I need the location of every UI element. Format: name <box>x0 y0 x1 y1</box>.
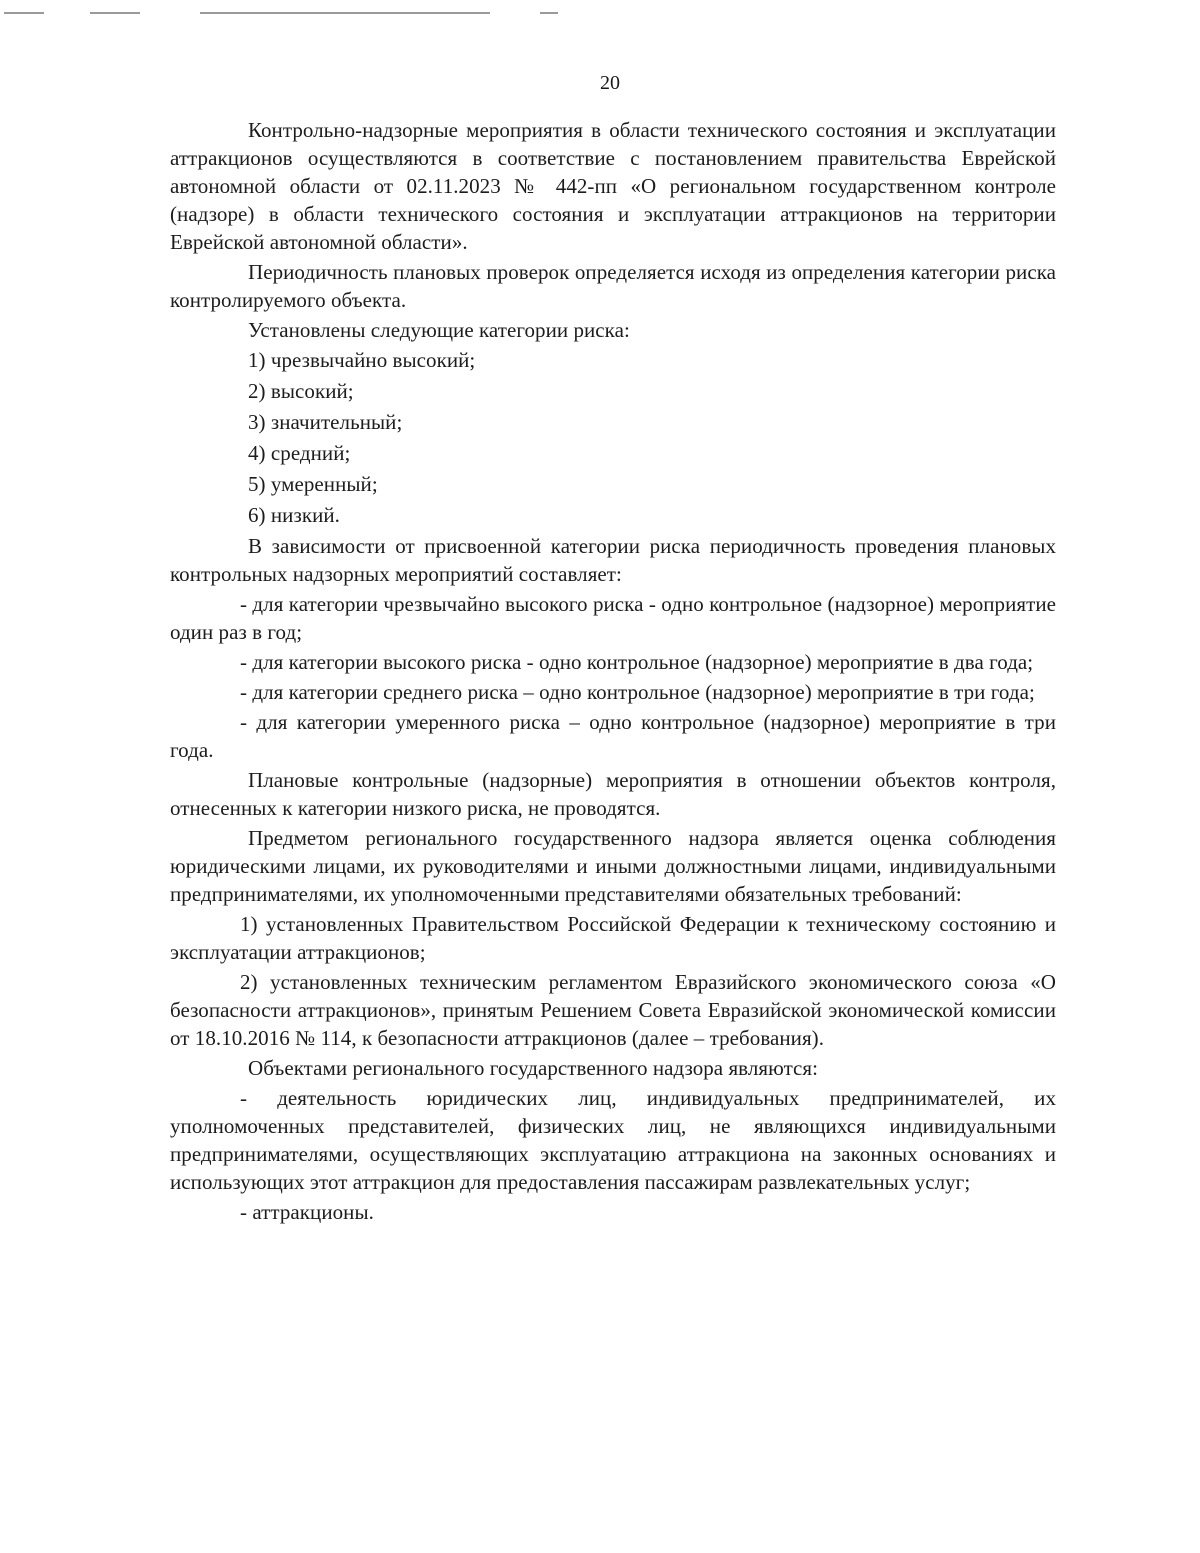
paragraph-periodicity: Периодичность плановых проверок определяется исходя из определения категории риска контролируемого объекта. <box>170 260 1056 312</box>
page-number: 20 <box>600 72 620 94</box>
paragraph-risk-intro: Установлены следующие категории риска: <box>248 318 630 342</box>
scan-artifact-line <box>200 12 490 14</box>
document-body <box>170 116 1056 1228</box>
periodicity-item: - для категории высокого риска - одно контрольное (надзорное) мероприятие в два года; <box>240 650 1034 674</box>
risk-category-item: 3) значительный; <box>248 410 403 434</box>
scan-artifact-line <box>540 12 558 14</box>
paragraph-periodicity-intro: В зависимости от присвоенной категории риска периодичность проведения плановых контрольных надзорных мероприятий составляет: <box>170 534 1056 586</box>
subject-item: 2) установленных техническим регламентом Евразийского экономического союза «О безопасности аттракционов», принятым Решением Совета Евразийской экономической комиссии от 18.10.2016 № 114, к безопасности аттракционов (далее – требования). <box>170 970 1056 1050</box>
objects-item: - деятельность юридических лиц, индивидуальных предпринимателей, их уполномоченных представителей, физических лиц, не являющихся индивидуальными предпринимателями, осуществляющих эксплуатацию аттракциона на законных основаниях и использующих этот аттракцион для предоставления пассажирам развлекательных услуг; <box>170 1086 1056 1194</box>
scan-artifact-line <box>90 12 140 14</box>
risk-category-item: 4) средний; <box>248 441 351 465</box>
periodicity-item: - для категории среднего риска – одно контрольное (надзорное) мероприятие в три года; <box>240 680 1035 704</box>
paragraph-objects-intro: Объектами регионального государственного надзора являются: <box>248 1056 819 1080</box>
periodicity-item: - для категории умеренного риска – одно контрольное (надзорное) мероприятие в три года. <box>170 710 1056 762</box>
risk-category-item: 2) высокий; <box>248 379 354 403</box>
scan-artifact-line <box>4 12 44 14</box>
risk-category-item: 5) умеренный; <box>248 472 378 496</box>
objects-item: - аттракционы. <box>240 1200 374 1224</box>
paragraph-subject-intro: Предметом регионального государственного надзора является оценка соблюдения юридическими лицами, их руководителями и иными должностными лицами, индивидуальными предпринимателями, их уполномоченными представителями обязательных требований: <box>170 826 1056 906</box>
periodicity-item: - для категории чрезвычайно высокого риска - одно контрольное (надзорное) мероприятие один раз в год; <box>170 592 1056 644</box>
risk-category-item: 1) чрезвычайно высокий; <box>248 348 476 372</box>
risk-category-item: 6) низкий. <box>248 503 340 527</box>
paragraph-legal-basis: Контрольно-надзорные мероприятия в области технического состояния и эксплуатации аттракционов осуществляются в соответствие с постановлением правительства Еврейской автономной области от 02.11.2023 № 442-пп «О региональном государственном контроле (надзоре) в области технического состояния и эксплуатации аттракционов на территории Еврейской автономной области». <box>170 118 1056 254</box>
paragraph-low-risk: Плановые контрольные (надзорные) мероприятия в отношении объектов контроля, отнесенных к категории низкого риска, не проводятся. <box>170 768 1056 820</box>
subject-item: 1) установленных Правительством Российской Федерации к техническому состоянию и эксплуатации аттракционов; <box>170 912 1056 964</box>
